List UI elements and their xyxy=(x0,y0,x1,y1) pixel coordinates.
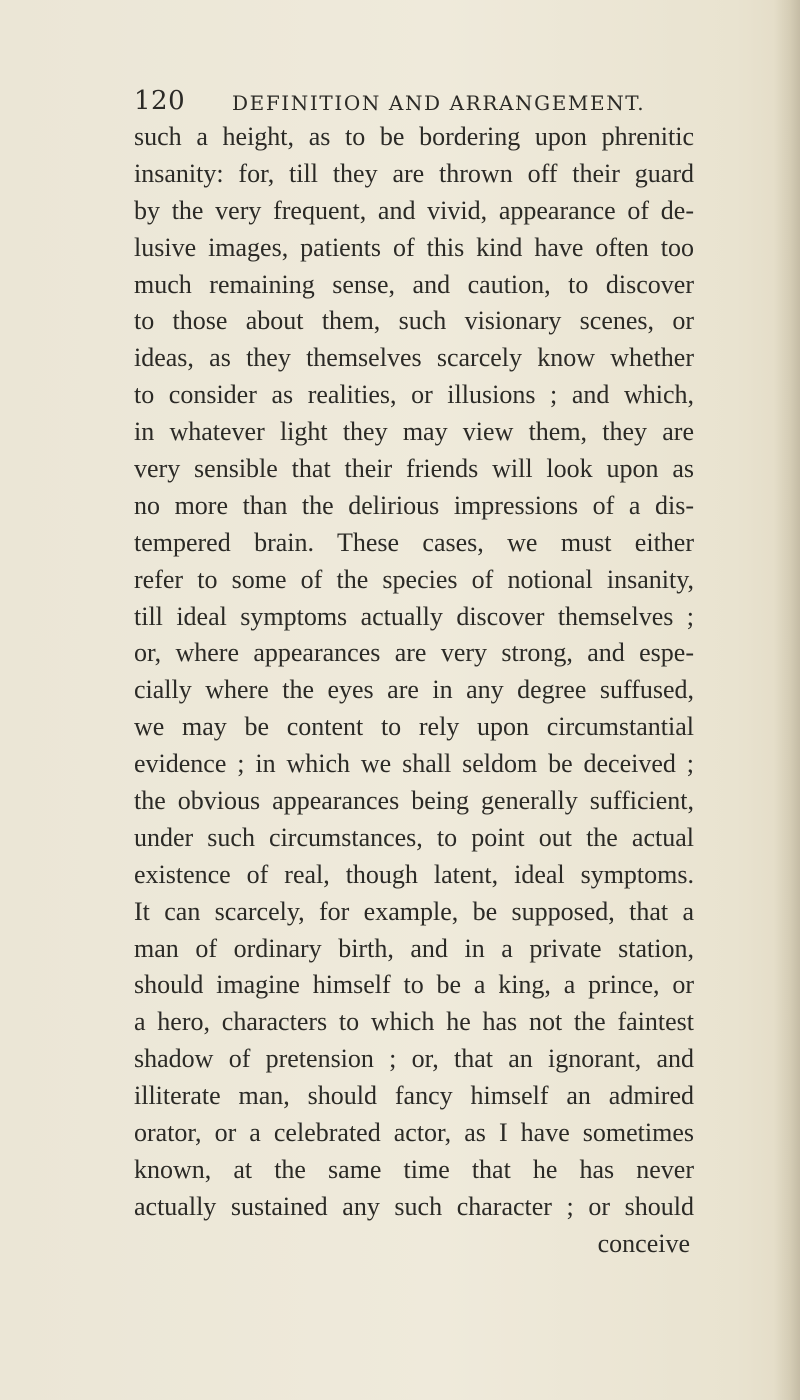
page-header xyxy=(134,84,694,118)
text-line: the obvious appearances being generally sufficient, xyxy=(134,786,694,816)
running-head: DEFINITION AND ARRANGEMENT. xyxy=(232,91,646,115)
text-line: ideas, as they themselves scarcely know whether xyxy=(134,343,694,373)
body-text xyxy=(134,119,694,1263)
catchword: conceive xyxy=(597,1228,690,1258)
text-line: in whatever light they may view them, they are xyxy=(134,417,694,447)
page-edge-shadow xyxy=(774,0,800,1400)
text-line: actually sustained any such character ; or should xyxy=(134,1191,694,1221)
text-line: evidence ; in which we shall seldom be deceived ; xyxy=(134,749,694,779)
text-line: no more than the delirious impressions of a dis- xyxy=(134,490,694,520)
text-line: lusive images, patients of this kind have often too xyxy=(134,232,694,262)
text-line: to those about them, such visionary scenes, or xyxy=(134,306,694,336)
text-line: a hero, characters to which he has not the faintest xyxy=(134,1007,694,1037)
text-line: man of ordinary birth, and in a private station, xyxy=(134,933,694,963)
text-line: under such circumstances, to point out the actual xyxy=(134,822,694,852)
text-line: illiterate man, should fancy himself an admired xyxy=(134,1081,694,1111)
text-line: till ideal symptoms actually discover themselves ; xyxy=(134,601,694,631)
text-line: tempered brain. These cases, we must either xyxy=(134,527,694,557)
text-line: It can scarcely, for example, be supposed, that a xyxy=(134,896,694,926)
text-line: known, at the same time that he has never xyxy=(134,1154,694,1184)
text-line: such a height, as to be bordering upon phrenitic xyxy=(134,122,694,151)
text-line: shadow of pretension ; or, that an ignorant, and xyxy=(134,1044,694,1074)
text-line: existence of real, though latent, ideal symptoms. xyxy=(134,859,694,889)
text-line: cially where the eyes are in any degree suffused, xyxy=(134,675,694,705)
text-line: insanity: for, till they are thrown off their guard xyxy=(134,158,694,188)
text-line: to consider as realities, or illusions ; and which, xyxy=(134,380,694,410)
text-line: much remaining sense, and caution, to discover xyxy=(134,269,694,299)
text-line: orator, or a celebrated actor, as I have sometimes xyxy=(134,1118,694,1148)
text-line: by the very frequent, and vivid, appearance of de- xyxy=(134,195,694,225)
text-line: should imagine himself to be a king, a prince, or xyxy=(134,970,694,1000)
text-line: or, where appearances are very strong, and espe- xyxy=(134,638,694,668)
text-line: very sensible that their friends will look upon as xyxy=(134,454,694,484)
text-line: we may be content to rely upon circumstantial xyxy=(134,712,694,742)
page-number: 120 xyxy=(134,86,186,116)
text-line: refer to some of the species of notional insanity, xyxy=(134,564,694,594)
